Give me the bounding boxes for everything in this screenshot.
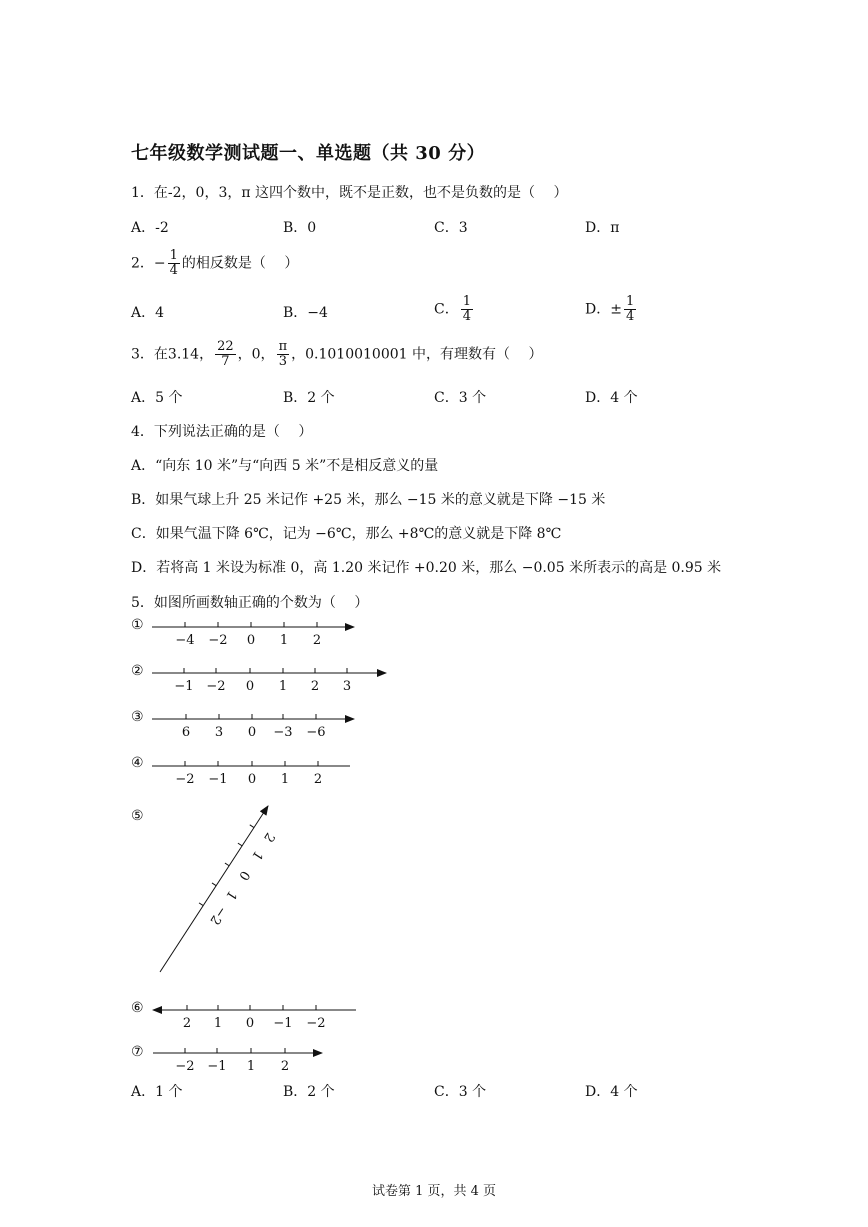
axis-4-marker: ④: [131, 755, 144, 771]
axis-5-marker: ⑤: [131, 808, 144, 824]
axis-3-marker: ③: [131, 709, 144, 725]
axis-1-tick-label-4: 2: [312, 633, 322, 648]
axis-7-tick-label-2: 1: [246, 1059, 256, 1074]
q5-option-d: D．4 个: [585, 1084, 638, 1100]
axis-4-tick-label-4: 2: [313, 772, 323, 787]
q2-option-d-num: 1: [625, 294, 635, 309]
axis-1-tick-label-3: 1: [279, 633, 289, 648]
axis-6-tick-label-3: −1: [273, 1016, 293, 1031]
q3-f2-num: π: [278, 339, 288, 354]
q2-option-a: A．4: [131, 305, 165, 321]
axis-3-tick-label-2: 0: [247, 725, 257, 740]
q1-option-c: C．3: [434, 220, 468, 236]
axis-6-tick-label-4: −2: [306, 1016, 326, 1031]
q2-suffix: 的相反数是（ ）: [181, 255, 299, 272]
axis-2-tick-label-0: −1: [174, 679, 194, 694]
question-1-stem: 1．在-2，0，3，π 这四个数中，既不是正数，也不是负数的是（ ）: [131, 185, 568, 201]
q3-f1-num: 22: [217, 339, 234, 354]
axis-5-tick-label-3: 1: [248, 847, 266, 863]
question-5-stem: 5．如图所画数轴正确的个数为（ ）: [131, 595, 369, 611]
axis-4-tick-label-3: 1: [280, 772, 290, 787]
q3-f1-den: 7: [221, 354, 230, 369]
axis-4-tick-label-1: −1: [208, 772, 228, 787]
q3-option-c: C．3 个: [434, 390, 487, 406]
q5-option-c: C．3 个: [434, 1084, 487, 1100]
q1-option-d: D．π: [585, 220, 620, 236]
q2-frac-num: 1: [169, 248, 178, 263]
q4-option-b: B．如果气球上升 25 米记作 +25 米，那么 −15 米的意义就是下降 −15 米: [131, 492, 606, 508]
question-4-stem: 4．下列说法正确的是（ ）: [131, 424, 313, 440]
q1-option-b: B．0: [283, 220, 317, 236]
axes-group: [152, 622, 386, 1074]
q2-frac-den: 4: [169, 263, 178, 278]
axis-2-tick-label-5: 3: [342, 679, 352, 694]
q3-option-b: B．2 个: [283, 390, 335, 406]
q2-option-d-den: 4: [625, 309, 635, 324]
page-footer: 试卷第 1 页，共 4 页: [371, 1184, 497, 1199]
axis-7-marker: ⑦: [131, 1044, 144, 1060]
axis-5-tick-label-2: 0: [235, 867, 253, 883]
q2-option-d-prefix: D．±: [585, 301, 622, 318]
q4-option-a: A．“向东 10 米”与“向西 5 米”不是相反意义的量: [131, 458, 439, 474]
q2-prefix: 2．−: [131, 255, 166, 272]
axis-3-tick-label-3: −3: [273, 725, 293, 740]
page-title: 七年级数学测试题一、单选题（共 30 分）: [131, 143, 486, 164]
q4-option-d: D．若将高 1 米设为标准 0，高 1.20 米记作 +0.20 米，那么 −0.05 米所表示的高是 0.95 米: [131, 560, 722, 576]
axis-1-tick-label-0: −4: [175, 633, 195, 648]
q3-mid: ，0，: [237, 346, 275, 363]
q2-option-c-prefix: C．: [434, 301, 459, 318]
axis-5-tick-1: [212, 883, 216, 886]
axis-6-marker: ⑥: [131, 1000, 144, 1016]
axis-2-tick-label-2: 0: [245, 679, 255, 694]
axis-5-tick-label-1: 1: [222, 887, 240, 903]
axis-4-tick-label-2: 0: [247, 772, 257, 787]
axis-1-tick-label-1: −2: [208, 633, 228, 648]
axis-1-tick-label-2: 0: [246, 633, 256, 648]
axis-5-tick-label-0: −2: [206, 903, 230, 928]
axis-2-marker: ②: [131, 663, 144, 679]
q4-option-c: C．如果气温下降 6℃，记为 −6℃，那么 +8℃的意义就是下降 8℃: [131, 526, 562, 542]
axis-5-tick-2: [225, 863, 229, 866]
axis-2-tick-label-1: −2: [206, 679, 226, 694]
q2-option-b: B．−4: [283, 305, 328, 321]
q3-option-d: D．4 个: [585, 390, 638, 406]
q3-prefix: 3．在3.14，: [131, 346, 214, 363]
axis-3-tick-label-1: 3: [214, 725, 224, 740]
q2-option-c-num: 1: [462, 294, 471, 309]
axis-5-tick-0: [199, 903, 203, 906]
axis-7-tick-label-3: 2: [280, 1059, 290, 1074]
axis-3-tick-label-0: 6: [181, 725, 191, 740]
axis-7-tick-label-1: −1: [207, 1059, 227, 1074]
q2-option-c-den: 4: [462, 309, 471, 324]
axis-1-marker: ①: [131, 617, 144, 633]
axis-6-tick-label-1: 1: [213, 1016, 223, 1031]
axis-5-tick-4: [250, 825, 254, 828]
q3-option-a: A．5 个: [131, 390, 183, 406]
q5-option-a: A．1 个: [131, 1084, 183, 1100]
axis-7-tick-label-0: −2: [175, 1059, 195, 1074]
q3-suffix: ，0.1010010001 中，有理数有（ ）: [291, 346, 543, 363]
q5-option-b: B．2 个: [283, 1084, 335, 1100]
axis-5-line: [160, 806, 268, 972]
axis-6-tick-label-2: 0: [245, 1016, 255, 1031]
axis-5-tick-label-4: 2: [260, 829, 278, 845]
axis-4-tick-label-0: −2: [175, 772, 195, 787]
axis-2-tick-label-4: 2: [310, 679, 320, 694]
q3-f2-den: 3: [278, 354, 287, 369]
axis-3-tick-label-4: −6: [306, 725, 326, 740]
axis-6-tick-label-0: 2: [182, 1016, 192, 1031]
axis-5-tick-3: [238, 843, 242, 846]
q1-option-a: A．-2: [131, 220, 169, 236]
axis-2-tick-label-3: 1: [278, 679, 288, 694]
